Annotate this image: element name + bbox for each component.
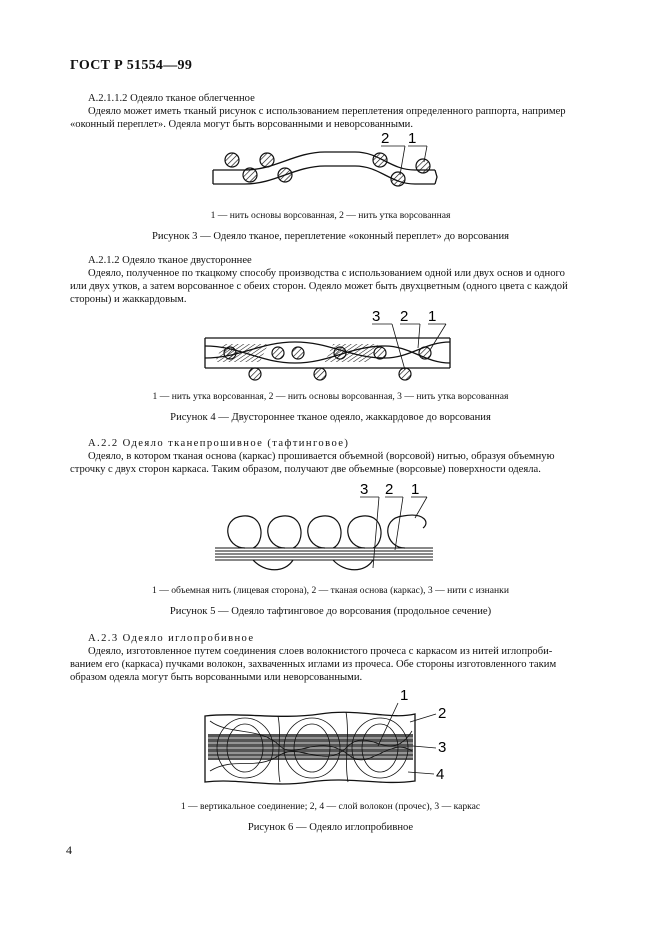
section-heading: А.2.2 Одеяло тканепрошивное (тафтинговое) [88, 438, 350, 449]
paragraph-line: строчку с двух сторон каркаса. Таким образом, получают две объемные (ворсовые) поверхности одеяла. [70, 464, 541, 475]
paragraph-line: Одеяло, изготовленное путем соединения слоев волокнистого прочеса с каркасом из нитей иглопроби- [88, 646, 553, 657]
figure-callout: 3 [360, 481, 369, 498]
figure-caption: Рисунок 4 — Двустороннее тканое одеяло, жаккардовое до ворсования [170, 412, 491, 423]
figure-caption: Рисунок 5 — Одеяло тафтинговое до ворсования (продольное сечение) [169, 606, 492, 617]
paragraph-line: Одеяло, в котором тканая основа (каркас) прошивается объемной (ворсовой) нитью, образуя объемную [88, 451, 555, 462]
figure-callout: 3 [438, 739, 447, 756]
paragraph-line: или двух утков, а затем ворсованное с обеих сторон. Одеяло может быть двухцветным (одного цвета с каждой [70, 281, 568, 292]
figure-legend: 1 — объемная нить (лицевая сторона), 2 — тканая основа (каркас), 3 — нити с изнанки [152, 585, 509, 596]
figure-caption: Рисунок 3 — Одеяло тканое, переплетение «оконный переплет» до ворсования [151, 231, 510, 242]
figure-legend: 1 — нить основы ворсованная, 2 — нить утка ворсованная [210, 210, 451, 221]
figure-legend: 1 — вертикальное соединение; 2, 4 — слой волокон (прочес), 3 — каркас [180, 801, 481, 812]
figure-callout: 1 [411, 481, 420, 498]
figure-callout: 4 [436, 766, 445, 783]
section-heading: А.2.1.2 Одеяло тканое двустороннее [88, 255, 252, 266]
figure-4-diagram [200, 308, 460, 383]
figure-5-diagram [205, 478, 450, 580]
paragraph-line: ванием его (каркаса) пучками волокон, захваченных иглами из прочеса. Обе стороны изготовленного таким [70, 659, 557, 670]
section-heading: А.2.1.1.2 Одеяло тканое облегченное [88, 93, 255, 104]
paragraph-line: «оконный переплет». Одеяла могут быть ворсованными и неворсованными. [70, 119, 413, 130]
figure-callout: 2 [400, 308, 409, 325]
paragraph-line: стороны) и жаккардовым. [70, 294, 187, 305]
standard-header: ГОСТ Р 51554—99 [70, 58, 193, 73]
figure-callout: 2 [381, 130, 390, 147]
paragraph-line: образом одеяла могут быть ворсованными или неворсованными. [70, 672, 363, 683]
figure-legend: 1 — нить утка ворсованная, 2 — нить основы ворсованная, 3 — нить утка ворсованная [152, 391, 509, 402]
paragraph-line: Одеяло может иметь тканый рисунок с использованием переплетения определенного раппорта, например [88, 106, 566, 117]
figure-callout: 2 [438, 705, 447, 722]
section-heading: А.2.3 Одеяло иглопробивное [88, 633, 255, 644]
figure-callout: 1 [428, 308, 437, 325]
figure-3-diagram [205, 130, 450, 200]
figure-callout: 3 [372, 308, 381, 325]
figure-6-diagram [200, 686, 460, 796]
paragraph-line: Одеяло, полученное по ткацкому способу производства с использованием одной или двух основ и одного [88, 268, 565, 279]
figure-callout: 1 [408, 130, 417, 147]
figure-callout: 1 [400, 687, 409, 704]
figure-callout: 2 [385, 481, 394, 498]
figure-caption: Рисунок 6 — Одеяло иглопробивное [247, 822, 414, 833]
page-number: 4 [66, 843, 72, 857]
